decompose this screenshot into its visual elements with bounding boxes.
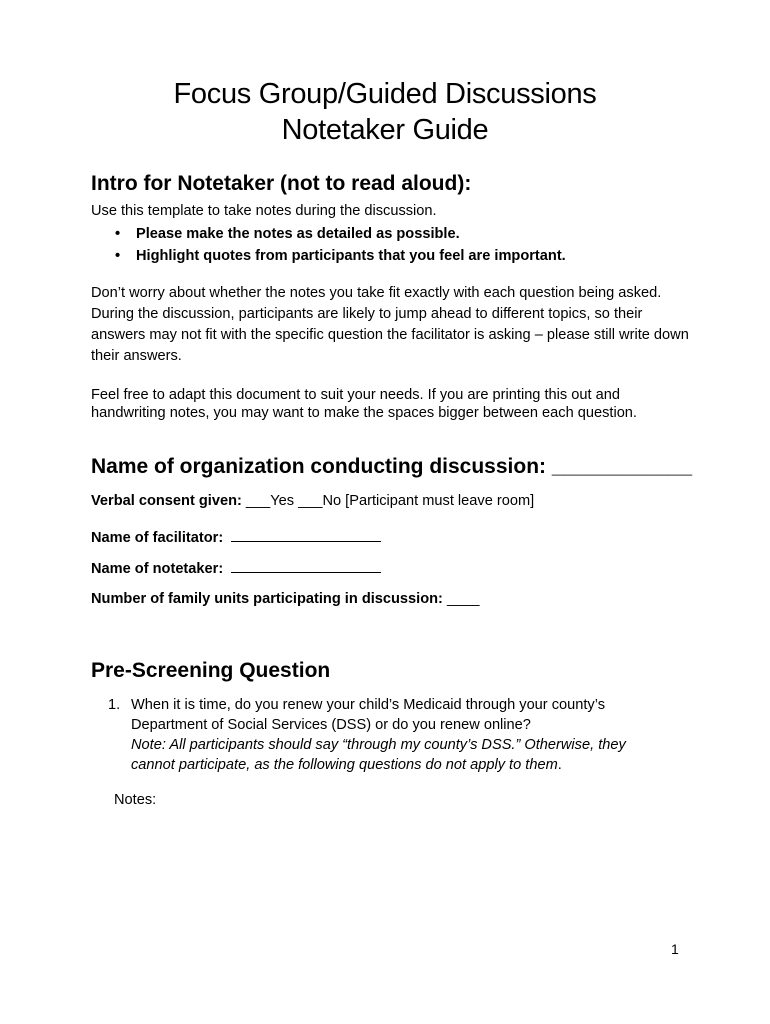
- intro-lead-text: Use this template to take notes during the discussion.: [91, 203, 437, 219]
- intro-paragraph-1: Don’t worry about whether the notes you take fit exactly with each question being asked. During the discussion, participants are likely to jump ahead to different topics, so their answers may not fit with the specific question the facilitator is asking – please still write down their answers.: [91, 285, 689, 364]
- notetaker-field: [91, 558, 381, 579]
- intro-paragraph-2: Feel free to adapt this document to suit your needs. If you are printing this out and handwriting notes, you may want to make the spaces bigger between each question.: [91, 387, 637, 421]
- intro-bullet-item: [91, 245, 566, 267]
- document-title-line-1: Focus Group/Guided Discussions: [173, 78, 597, 110]
- document-title-line-2: Notetaker Guide: [281, 114, 489, 146]
- verbal-consent-options: ___Yes ___No [Participant must leave room]: [241, 493, 535, 509]
- page-number: 1: [671, 941, 679, 957]
- family-units-label: Number of family units participating in discussion:: [91, 591, 443, 607]
- notetaker-label: Name of notetaker:: [91, 561, 224, 577]
- question-text: When it is time, do you renew your child’s Medicaid through your county’s Department of Social Services (DSS) or do you renew online?: [131, 697, 605, 733]
- intro-bullet-item: [91, 223, 566, 245]
- question-number: 1.: [108, 697, 121, 713]
- intro-bullet-text: Please make the notes as detailed as possible.: [136, 226, 460, 242]
- facilitator-field: [91, 527, 381, 548]
- bullet-icon: •: [115, 248, 121, 264]
- intro-heading: Intro for Notetaker (not to read aloud):: [91, 172, 472, 195]
- organization-heading: Name of organization conducting discussion: ____________: [91, 455, 693, 478]
- facilitator-label: Name of facilitator:: [91, 530, 224, 546]
- family-units-field: [91, 589, 479, 609]
- notetaker-blank-line[interactable]: [231, 558, 381, 573]
- verbal-consent-field: [91, 491, 534, 511]
- question-note-end: .: [557, 757, 562, 773]
- bullet-icon: •: [115, 226, 121, 242]
- intro-bullet-text: Highlight quotes from participants that you feel are important.: [136, 248, 566, 264]
- prescreening-question-item: [108, 695, 668, 775]
- notes-label: Notes:: [114, 792, 157, 808]
- prescreening-heading: Pre-Screening Question: [91, 659, 331, 682]
- family-units-blank[interactable]: ____: [442, 591, 480, 607]
- question-note: Note: All participants should say “through my county’s DSS.” Otherwise, they cannot participate, as the following questions do not apply to them: [131, 737, 626, 773]
- verbal-consent-label: Verbal consent given:: [91, 493, 242, 509]
- intro-bullet-list: [91, 223, 566, 267]
- facilitator-blank-line[interactable]: [231, 527, 381, 542]
